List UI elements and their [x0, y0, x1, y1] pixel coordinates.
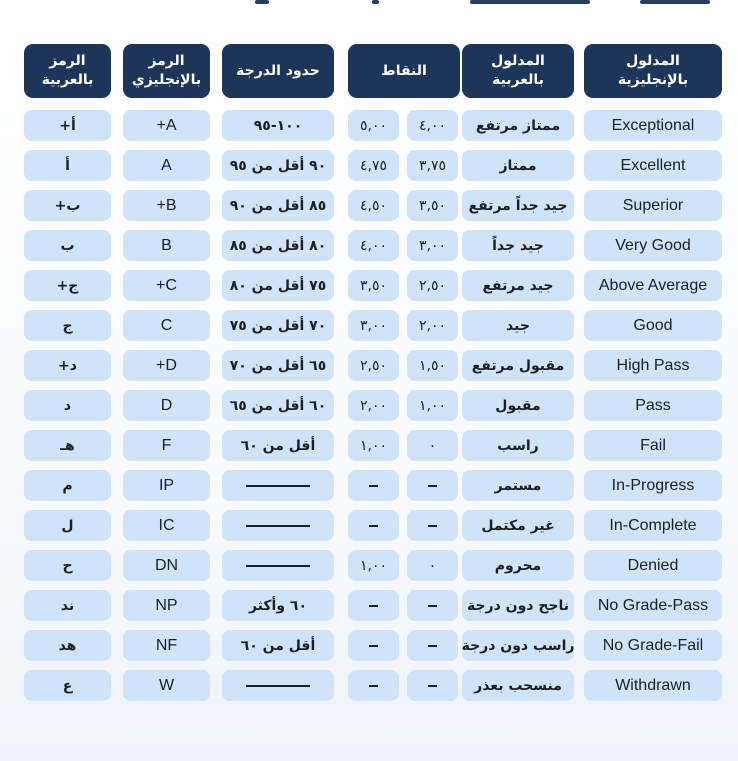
english-symbol-cell-text: +B: [156, 196, 177, 214]
table-row: [24, 470, 724, 501]
arabic-symbol-cell-text: ند: [60, 597, 75, 614]
english-meaning-cell-text: In-Complete: [609, 516, 697, 534]
points-min-cell: [407, 110, 458, 141]
grade-range-cell-text: ٨٠ أقل من ٨٥: [229, 237, 327, 254]
arabic-meaning-cell-text: جيد: [506, 317, 530, 334]
points-max-cell: [348, 550, 399, 581]
header-points: النقاط: [348, 44, 460, 98]
arabic-meaning-cell: [462, 270, 574, 301]
grade-range-cell-text: ٧٥ أقل من ٨٠: [229, 277, 327, 294]
english-symbol-cell: [123, 510, 210, 541]
grade-range-cell-text: ٨٥ أقل من ٩٠: [229, 197, 327, 214]
english-symbol-cell-text: +C: [156, 276, 177, 294]
grade-range-cell: [222, 110, 334, 141]
arabic-meaning-cell: [462, 190, 574, 221]
arabic-meaning-cell-text: منسحب بعذر: [474, 677, 562, 694]
english-symbol-cell-text: +A: [156, 116, 177, 134]
points-min-cell: [407, 670, 458, 701]
grade-range-cell: [222, 430, 334, 461]
english-meaning-cell: [584, 630, 722, 661]
english-meaning-cell: [584, 150, 722, 181]
grade-range-cell-text: ٧٠ أقل من ٧٥: [229, 317, 327, 334]
arabic-meaning-cell: [462, 470, 574, 501]
cropped-text-fragment: [640, 0, 710, 4]
arabic-meaning-cell-text: جيد جداً مرتفع: [468, 197, 568, 214]
grade-range-cell: [222, 270, 334, 301]
points-min-cell: [407, 470, 458, 501]
english-symbol-cell-text: NP: [155, 596, 178, 614]
grade-range-cell: [222, 630, 334, 661]
table-row: [24, 230, 724, 261]
points-min-cell-text: ٢,٠٠: [418, 317, 446, 334]
points-max-cell: [348, 350, 399, 381]
points-min-cell: [407, 270, 458, 301]
english-meaning-cell: [584, 350, 722, 381]
arabic-symbol-cell-text: أ: [65, 157, 70, 174]
english-symbol-cell: [123, 470, 210, 501]
points-max-cell-text: ٤,٥٠: [359, 197, 387, 214]
english-meaning-cell-text: No Grade-Fail: [602, 636, 704, 654]
english-symbol-cell-text: +D: [156, 356, 177, 374]
english-symbol-cell: [123, 230, 210, 261]
grade-range-cell-text: ٩٠ أقل من ٩٥: [229, 157, 327, 174]
arabic-meaning-cell-text: ناجح دون درجة: [466, 597, 570, 614]
english-meaning-cell-text: Superior: [622, 196, 684, 214]
english-symbol-cell: [123, 350, 210, 381]
points-max-cell-text: ٣,٥٠: [359, 277, 387, 294]
english-symbol-cell-text: DN: [154, 556, 179, 574]
arabic-symbol-cell: [24, 470, 111, 501]
points-min-cell: [407, 230, 458, 261]
arabic-symbol-cell: [24, 590, 111, 621]
points-min-cell: [407, 630, 458, 661]
grade-range-cell-text: أقل من ٦٠: [240, 637, 316, 654]
english-meaning-cell-text: Denied: [627, 556, 679, 574]
header-arabic-meaning: المدلول بالعربية: [462, 44, 574, 98]
english-symbol-cell: [123, 150, 210, 181]
english-meaning-cell: [584, 430, 722, 461]
dash-placeholder: [428, 605, 437, 607]
arabic-meaning-cell-text: غير مكتمل: [481, 517, 555, 534]
arabic-meaning-cell-text: راسب: [497, 437, 539, 454]
long-dash-placeholder: [246, 485, 310, 487]
points-max-cell-text: ٥,٠٠: [359, 117, 387, 134]
arabic-symbol-cell-text: ب: [60, 237, 75, 254]
table-row: [24, 150, 724, 181]
english-meaning-cell-text: Very Good: [615, 236, 691, 254]
points-max-cell-text: ٤,٠٠: [359, 237, 387, 254]
english-symbol-cell-text: IC: [158, 516, 175, 534]
table-row: [24, 270, 724, 301]
long-dash-placeholder: [246, 565, 310, 567]
english-symbol-cell-text: IP: [158, 476, 175, 494]
long-dash-placeholder: [246, 685, 310, 687]
points-max-cell-text: ١,٠٠: [359, 437, 387, 454]
arabic-symbol-cell-text: ب+: [54, 197, 81, 214]
english-meaning-cell: [584, 310, 722, 341]
english-symbol-cell: [123, 270, 210, 301]
points-min-cell-text: ٠: [428, 437, 437, 454]
points-min-cell: [407, 390, 458, 421]
grade-range-cell: [222, 510, 334, 541]
grade-range-cell-text: أقل من ٦٠: [240, 437, 316, 454]
points-max-cell: [348, 190, 399, 221]
english-symbol-cell: [123, 310, 210, 341]
english-meaning-cell: [584, 390, 722, 421]
arabic-meaning-cell: [462, 350, 574, 381]
points-min-cell: [407, 310, 458, 341]
points-min-cell-text: ٣,٧٥: [418, 157, 446, 174]
points-max-cell: [348, 110, 399, 141]
dash-placeholder: [428, 485, 437, 487]
english-meaning-cell-text: Good: [633, 316, 673, 334]
points-min-cell: [407, 590, 458, 621]
points-max-cell-text: ٢,٥٠: [359, 357, 387, 374]
grade-range-cell: [222, 470, 334, 501]
cropped-text-fragment: [255, 0, 269, 4]
points-max-cell-text: ١,٠٠: [359, 557, 387, 574]
english-meaning-cell-text: No Grade-Pass: [597, 596, 709, 614]
grade-range-cell: [222, 590, 334, 621]
points-max-cell: [348, 470, 399, 501]
arabic-meaning-cell-text: راسب دون درجة: [461, 637, 575, 654]
header-arabic-symbol: الرمز بالعربية: [24, 44, 111, 98]
arabic-symbol-cell: [24, 550, 111, 581]
arabic-symbol-cell: [24, 110, 111, 141]
arabic-symbol-cell-text: م: [62, 477, 73, 494]
points-max-cell-text: ٣,٠٠: [359, 317, 387, 334]
english-meaning-cell: [584, 230, 722, 261]
english-symbol-cell: [123, 430, 210, 461]
grade-range-cell: [222, 390, 334, 421]
points-min-cell: [407, 510, 458, 541]
english-symbol-cell: [123, 670, 210, 701]
arabic-meaning-cell-text: مستمر: [494, 477, 542, 494]
header-english-symbol: الرمز بالإنجليزي: [123, 44, 210, 98]
arabic-meaning-cell-text: جيد جداً: [492, 237, 544, 254]
arabic-meaning-cell: [462, 630, 574, 661]
points-min-cell-text: ٠: [428, 557, 437, 574]
cropped-text-fragment: [470, 0, 590, 4]
dash-placeholder: [369, 685, 378, 687]
arabic-meaning-cell: [462, 230, 574, 261]
grade-range-cell: [222, 230, 334, 261]
points-max-cell: [348, 430, 399, 461]
arabic-meaning-cell-text: ممتاز: [499, 157, 537, 174]
arabic-symbol-cell: [24, 190, 111, 221]
dash-placeholder: [369, 485, 378, 487]
points-max-cell: [348, 590, 399, 621]
points-min-cell-text: ٢,٥٠: [418, 277, 446, 294]
english-symbol-cell: [123, 390, 210, 421]
dash-placeholder: [428, 685, 437, 687]
points-min-cell-text: ١,٠٠: [418, 397, 446, 414]
points-min-cell: [407, 430, 458, 461]
english-meaning-cell-text: Exceptional: [611, 116, 695, 134]
english-meaning-cell: [584, 550, 722, 581]
table-row: [24, 110, 724, 141]
dash-placeholder: [428, 525, 437, 527]
english-meaning-cell: [584, 270, 722, 301]
arabic-symbol-cell: [24, 230, 111, 261]
header-english-meaning: المدلول بالإنجليزية: [584, 44, 722, 98]
arabic-symbol-cell: [24, 630, 111, 661]
english-symbol-cell-text: D: [160, 396, 173, 414]
arabic-symbol-cell-text: ل: [61, 517, 74, 534]
english-meaning-cell: [584, 190, 722, 221]
table-row: [24, 310, 724, 341]
points-min-cell-text: ٣,٠٠: [418, 237, 446, 254]
english-symbol-cell: [123, 110, 210, 141]
english-meaning-cell-text: Excellent: [620, 156, 686, 174]
english-symbol-cell-text: F: [161, 436, 172, 454]
arabic-symbol-cell: [24, 350, 111, 381]
grade-range-cell-text: ٦٥ أقل من ٧٠: [229, 357, 327, 374]
points-min-cell-text: ١,٥٠: [418, 357, 446, 374]
table-row: [24, 550, 724, 581]
english-meaning-cell-text: Fail: [640, 436, 666, 454]
grade-range-cell: [222, 190, 334, 221]
points-max-cell-text: ٢,٠٠: [359, 397, 387, 414]
grade-range-cell-text: ٦٠ وأكثر: [248, 597, 308, 614]
english-meaning-cell-text: In-Progress: [611, 476, 695, 494]
long-dash-placeholder: [246, 525, 310, 527]
grade-range-cell: [222, 670, 334, 701]
arabic-symbol-cell-text: هد: [58, 637, 77, 654]
points-max-cell: [348, 670, 399, 701]
arabic-symbol-cell-text: هـ: [60, 437, 75, 454]
english-meaning-cell-text: Above Average: [598, 276, 708, 294]
table-header-row: [24, 44, 724, 98]
grade-range-cell-text: ١٠٠-٩٥: [253, 117, 303, 134]
dash-placeholder: [428, 645, 437, 647]
grade-range-cell: [222, 150, 334, 181]
dash-placeholder: [369, 645, 378, 647]
points-min-cell: [407, 550, 458, 581]
arabic-meaning-cell: [462, 430, 574, 461]
arabic-meaning-cell: [462, 550, 574, 581]
arabic-symbol-cell: [24, 310, 111, 341]
points-min-cell-text: ٣,٥٠: [418, 197, 446, 214]
arabic-symbol-cell: [24, 150, 111, 181]
arabic-meaning-cell-text: مقبول: [495, 397, 541, 414]
header-grade-range: حدود الدرجة: [222, 44, 334, 98]
grade-range-cell: [222, 550, 334, 581]
arabic-meaning-cell: [462, 590, 574, 621]
dash-placeholder: [369, 605, 378, 607]
arabic-symbol-cell: [24, 270, 111, 301]
points-min-cell-text: ٤,٠٠: [418, 117, 446, 134]
arabic-symbol-cell-text: د: [63, 397, 72, 414]
table-row: [24, 390, 724, 421]
points-max-cell-text: ٤,٧٥: [359, 157, 387, 174]
english-meaning-cell: [584, 670, 722, 701]
english-meaning-cell-text: Pass: [635, 396, 671, 414]
arabic-symbol-cell-text: ع: [62, 677, 73, 694]
points-max-cell: [348, 390, 399, 421]
points-min-cell: [407, 150, 458, 181]
table-row: [24, 590, 724, 621]
arabic-meaning-cell: [462, 390, 574, 421]
english-symbol-cell: [123, 590, 210, 621]
arabic-meaning-cell-text: مقبول مرتفع: [471, 357, 565, 374]
english-symbol-cell: [123, 550, 210, 581]
english-symbol-cell: [123, 190, 210, 221]
english-meaning-cell: [584, 470, 722, 501]
top-edge-strip: [0, 0, 738, 10]
arabic-symbol-cell-text: د+: [58, 357, 77, 374]
arabic-meaning-cell-text: محروم: [494, 557, 542, 574]
arabic-meaning-cell: [462, 510, 574, 541]
arabic-symbol-cell-text: ج+: [56, 277, 79, 294]
grade-range-cell: [222, 310, 334, 341]
english-meaning-cell-text: Withdrawn: [615, 676, 691, 694]
english-symbol-cell-text: W: [158, 676, 175, 694]
points-max-cell: [348, 510, 399, 541]
grade-range-cell: [222, 350, 334, 381]
english-meaning-cell: [584, 590, 722, 621]
table-row: [24, 630, 724, 661]
english-meaning-cell: [584, 510, 722, 541]
table-row: [24, 430, 724, 461]
english-symbol-cell-text: A: [161, 156, 172, 174]
arabic-meaning-cell: [462, 670, 574, 701]
arabic-symbol-cell-text: ج: [62, 317, 73, 334]
points-min-cell: [407, 350, 458, 381]
arabic-meaning-cell: [462, 310, 574, 341]
arabic-meaning-cell: [462, 110, 574, 141]
points-max-cell: [348, 630, 399, 661]
arabic-meaning-cell-text: جيد مرتفع: [482, 277, 554, 294]
points-max-cell: [348, 230, 399, 261]
arabic-symbol-cell: [24, 430, 111, 461]
table-row: [24, 510, 724, 541]
grade-range-cell-text: ٦٠ أقل من ٦٥: [229, 397, 327, 414]
arabic-meaning-cell: [462, 150, 574, 181]
arabic-symbol-cell: [24, 510, 111, 541]
english-symbol-cell-text: C: [160, 316, 173, 334]
english-symbol-cell-text: B: [161, 236, 172, 254]
arabic-symbol-cell: [24, 670, 111, 701]
points-max-cell: [348, 310, 399, 341]
table-row: [24, 190, 724, 221]
points-max-cell: [348, 150, 399, 181]
english-meaning-cell: [584, 110, 722, 141]
english-meaning-cell-text: High Pass: [616, 356, 690, 374]
cropped-text-fragment: [372, 0, 379, 4]
points-min-cell: [407, 190, 458, 221]
dash-placeholder: [369, 525, 378, 527]
points-max-cell: [348, 270, 399, 301]
table-row: [24, 350, 724, 381]
arabic-meaning-cell-text: ممتاز مرتفع: [475, 117, 561, 134]
arabic-symbol-cell-text: أ+: [59, 117, 76, 134]
english-symbol-cell-text: NF: [155, 636, 178, 654]
arabic-symbol-cell: [24, 390, 111, 421]
table-row: [24, 670, 724, 701]
english-symbol-cell: [123, 630, 210, 661]
arabic-symbol-cell-text: ح: [62, 557, 73, 574]
